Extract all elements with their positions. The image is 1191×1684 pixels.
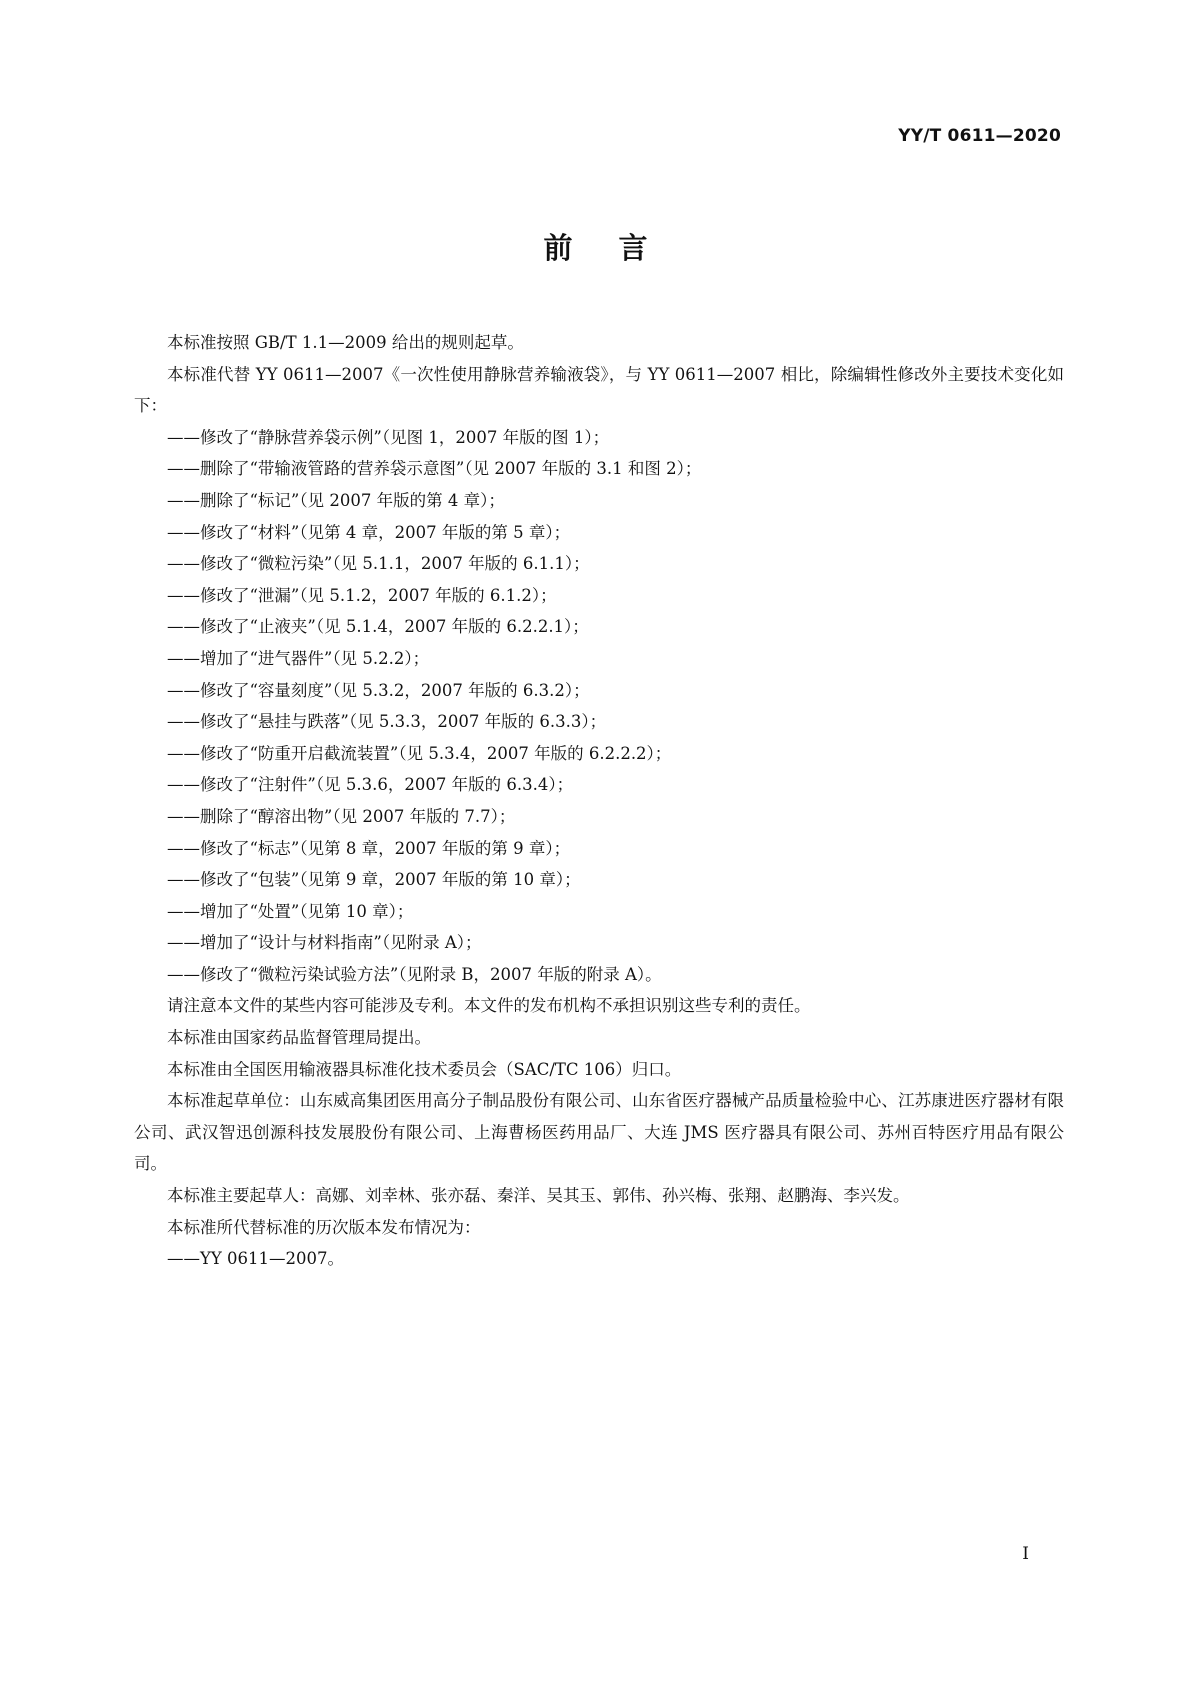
paragraph-patent-notice: 请注意本文件的某些内容可能涉及专利。本文件的发布机构不承担识别这些专利的责任。: [167, 996, 811, 1016]
list-item: ——修改了“材料”（见第 4 章，2007 年版的第 5 章）；: [167, 522, 571, 542]
list-item: ——增加了“处置”（见第 10 章）；: [167, 901, 414, 921]
previous-versions-list: [134, 1243, 1064, 1275]
list-item: ——修改了“包装”（见第 9 章，2007 年版的第 10 章）；: [167, 870, 581, 890]
paragraph-drafting-rules: 本标准按照 GB/T 1.1—2009 给出的规则起草。: [167, 333, 524, 352]
paragraph-technical-committee: 本标准由全国医用输液器具标准化技术委员会（SAC/TC 106）归口。: [167, 1059, 682, 1079]
list-item: ——修改了“标志”（见第 8 章，2007 年版的第 9 章）；: [167, 838, 571, 858]
page-number: I: [1022, 1544, 1029, 1564]
paragraph-replacement-statement: 本标准代替 YY 0611—2007《一次性使用静脉营养输液袋》，与 YY 0611—2007 相比，除编辑性修改外主要技术变化如下：: [134, 364, 1064, 416]
list-item: ——删除了“标记”（见 2007 年版的第 4 章）；: [167, 490, 505, 510]
paragraph-previous-versions: 本标准所代替标准的历次版本发布情况为：: [167, 1217, 481, 1237]
standard-code: YY/T 0611—2020: [898, 126, 1061, 146]
list-item: ——增加了“设计与材料指南”（见附录 A）；: [167, 933, 482, 953]
list-item: ——删除了“带输液管路的营养袋示意图”（见 2007 年版的 3.1 和图 2）；: [167, 459, 702, 479]
paragraph-drafting-units: 本标准起草单位：山东威高集团医用高分子制品股份有限公司、山东省医疗器械产品质量检验中心、江苏康进医疗器材有限公司、武汉智迅创源科技发展股份有限公司、上海曹杨医药用品厂、大连 JMS 医疗器具有限公司、苏州百特医疗用品有限公司。: [134, 1091, 1064, 1174]
paragraph-proposed-by: 本标准由国家药品监督管理局提出。: [167, 1028, 431, 1048]
list-item: ——修改了“止液夹”（见 5.1.4，2007 年版的 6.2.2.1）；: [167, 617, 589, 637]
list-item: ——修改了“容量刻度”（见 5.3.2，2007 年版的 6.3.2）；: [167, 680, 590, 700]
list-item: ——修改了“微粒污染试验方法”（见附录 B，2007 年版的附录 A）。: [167, 964, 662, 984]
list-item: ——YY 0611—2007。: [167, 1249, 345, 1269]
foreword-body: [134, 327, 1064, 1275]
list-item: ——修改了“悬挂与跌落”（见 5.3.3，2007 年版的 6.3.3）；: [167, 712, 607, 732]
list-item: ——修改了“防重开启截流装置”（见 5.3.4，2007 年版的 6.2.2.2）；: [167, 743, 672, 763]
page-title: 前言: [543, 231, 694, 265]
list-item: ——删除了“醇溶出物”（见 2007 年版的 7.7）；: [167, 806, 516, 826]
changes-list: [134, 422, 1064, 991]
list-item: ——修改了“注射件”（见 5.3.6，2007 年版的 6.3.4）；: [167, 775, 574, 795]
list-item: ——增加了“进气器件”（见 5.2.2）；: [167, 648, 430, 668]
list-item: ——修改了“静脉营养袋示例”（见图 1，2007 年版的图 1）；: [167, 427, 610, 447]
paragraph-drafters: 本标准主要起草人：高娜、刘幸林、张亦磊、秦洋、吴其玉、郭伟、孙兴梅、张翔、赵鹏海、李兴发。: [167, 1186, 910, 1206]
list-item: ——修改了“微粒污染”（见 5.1.1，2007 年版的 6.1.1）；: [167, 554, 590, 574]
list-item: ——修改了“泄漏”（见 5.1.2，2007 年版的 6.1.2）；: [167, 585, 557, 605]
